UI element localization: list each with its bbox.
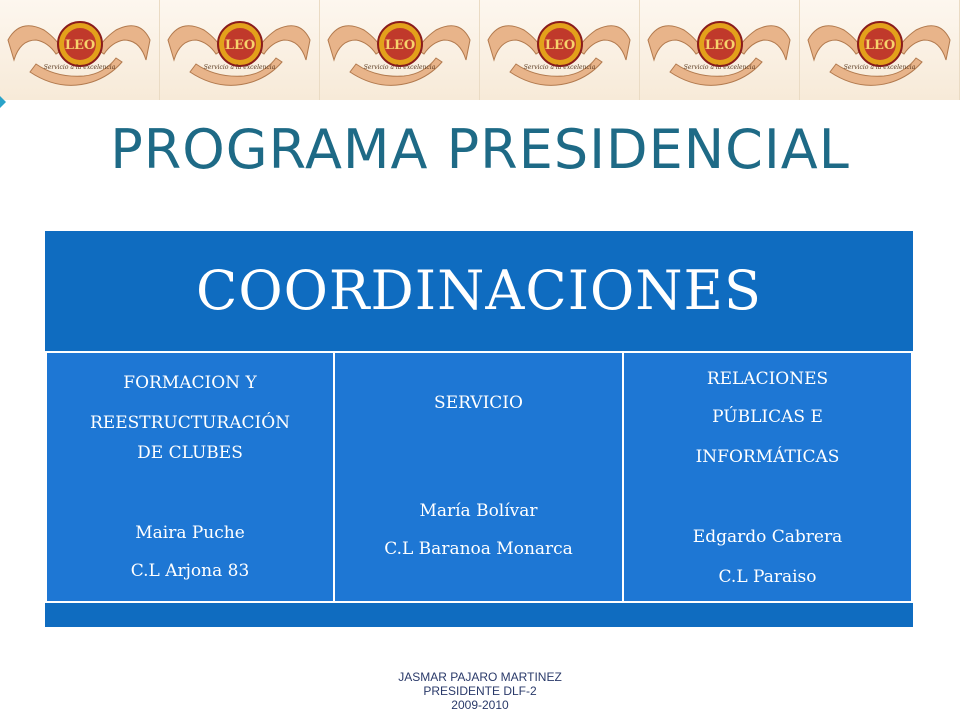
coordinaciones-panel [45, 231, 913, 627]
leo-emblem-tile [480, 0, 640, 100]
coordinator-name: Maira Puche [135, 523, 245, 543]
footer-name: JASMAR PAJARO MARTINEZ [398, 670, 562, 684]
footer-role: PRESIDENTE DLF-2 [423, 684, 537, 698]
logo-text: LEO [544, 38, 576, 53]
motto-text: Servicio a la excelencia [363, 64, 436, 71]
hands-logo-icon [160, 0, 320, 100]
logo-text: LEO [384, 38, 416, 53]
area-line: SERVICIO [434, 393, 523, 413]
area-line: DE CLUBES [137, 443, 243, 463]
hands-logo-icon [800, 0, 960, 100]
motto-text: Servicio a la excelencia [523, 64, 596, 71]
logo-text: LEO [64, 38, 96, 53]
motto-text: Servicio a la excelencia [683, 64, 756, 71]
corner-arrow-icon [0, 96, 6, 108]
area-line: REESTRUCTURACIÓN [89, 413, 290, 433]
club-name: C.L Baranoa Monarca [384, 539, 573, 559]
logo-text: LEO [224, 38, 256, 53]
coordination-cell-formacion [45, 351, 335, 603]
coordinator-name: María Bolívar [419, 501, 538, 521]
leo-emblem-tile [320, 0, 480, 100]
banner-strip [0, 0, 960, 100]
motto-text: Servicio a la excelencia [43, 64, 116, 71]
footer-period: 2009-2010 [451, 698, 509, 712]
motto-text: Servicio a la excelencia [843, 64, 916, 71]
panel-header: COORDINACIONES [196, 258, 762, 322]
coordination-cell-servicio [333, 351, 624, 603]
hands-logo-icon [480, 0, 640, 100]
footer-credit [330, 670, 630, 712]
coordination-cell-relaciones [622, 351, 913, 603]
area-line: RELACIONES [706, 369, 829, 389]
coordinator-name: Edgardo Cabrera [692, 527, 843, 547]
logo-text: LEO [864, 38, 896, 53]
hands-logo-icon [0, 0, 160, 100]
club-name: C.L Arjona 83 [130, 561, 250, 581]
leo-emblem-tile [640, 0, 800, 100]
leo-emblem-tile [0, 0, 160, 100]
area-line: FORMACION Y [123, 373, 257, 393]
club-name: C.L Paraiso [718, 567, 817, 587]
page-title: PROGRAMA PRESIDENCIAL [110, 118, 850, 181]
hands-logo-icon [320, 0, 480, 100]
leo-emblem-tile [160, 0, 320, 100]
area-line: INFORMÁTICAS [695, 447, 840, 467]
area-line: PÚBLICAS E [712, 407, 823, 427]
logo-text: LEO [704, 38, 736, 53]
hands-logo-icon [640, 0, 800, 100]
motto-text: Servicio a la excelencia [203, 64, 276, 71]
leo-emblem-tile [800, 0, 960, 100]
